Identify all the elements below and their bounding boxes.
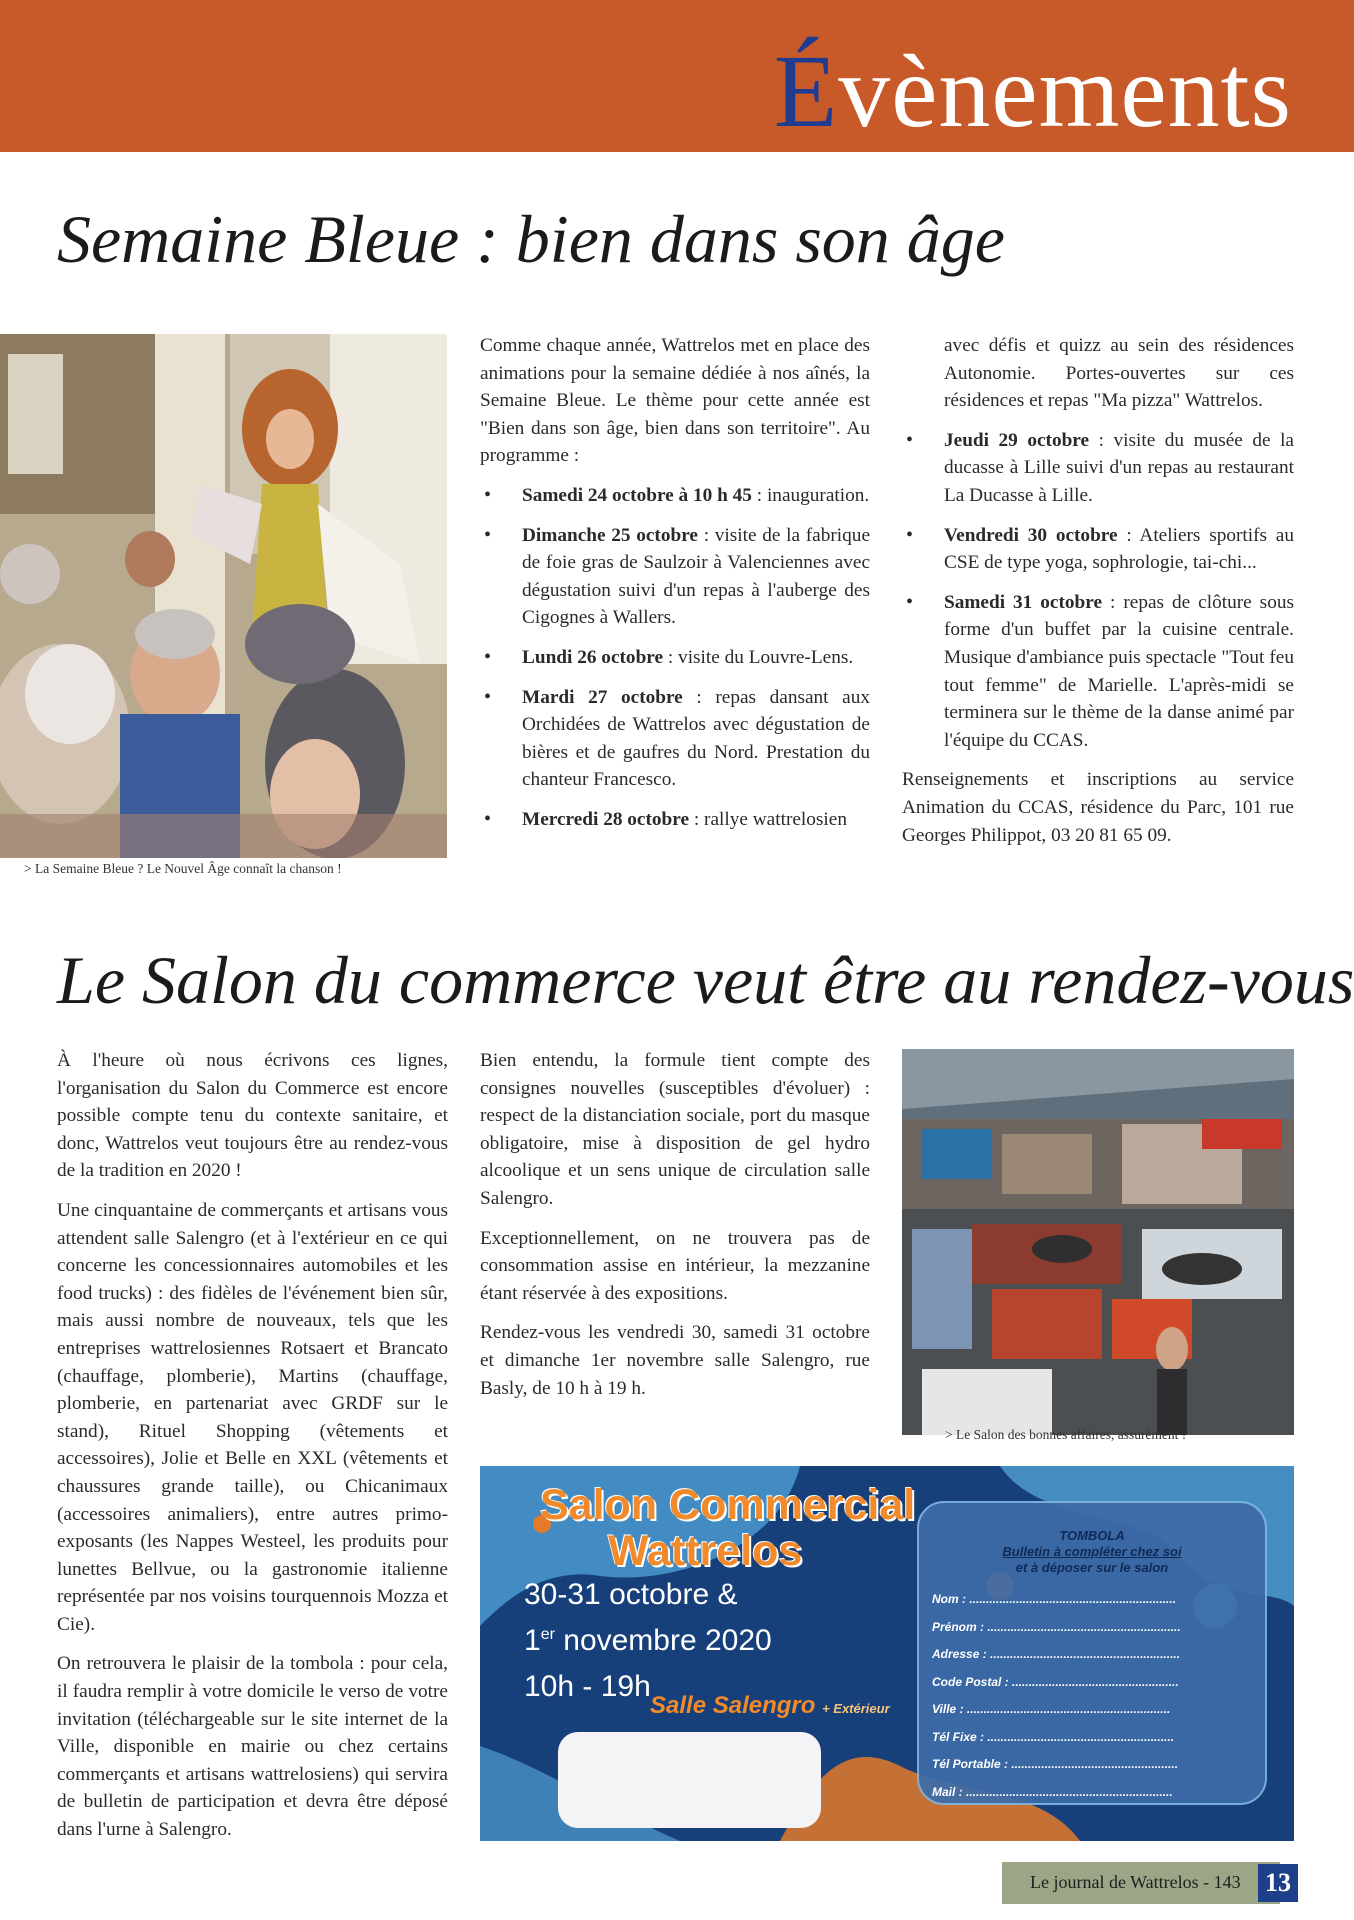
photo-illustration-exhibition-hall (902, 1049, 1294, 1435)
program-item: • Dimanche 25 octobre : visite de la fabrique de foie gras de Saulzoir à Valenciennes avec dégustation suivi d'un repas à l'auberge des Cigognes à Wallers. (484, 523, 871, 629)
program-item: • Vendredi 30 octobre : Ateliers sportifs au CSE de type yoga, sophrologie, tai-chi... (906, 523, 1295, 574)
article2-paragraph: Exceptionnellement, on ne trouvera pas de consommation assise en intérieur, la mezzanine étant réservée à des expositions. (480, 1227, 870, 1304)
section-title: Évènements (773, 34, 1292, 149)
tombola-field-tel-fixe[interactable]: Tél Fixe : ........................................................ (932, 1729, 1175, 1744)
program-item: • Mardi 27 octobre : repas dansant aux Orchidées de Wattrelos avec dégustation de bières et de gaufres du Nord. Prestation du chanteur Francesco. (484, 685, 870, 791)
article1-column-middle (480, 332, 870, 846)
tombola-form-header: TOMBOLA Bulletin à compléter chez soi et à déposer sur le salon (1002, 1528, 1182, 1575)
semaine-bleue-photo (0, 334, 447, 858)
program-continuation: avec défis et quizz au sein des résidences Autonomie. Portes-ouvertes sur ces résidences et repas "Ma pizza" Wattrelos. (944, 335, 1294, 412)
article2-paragraph: Une cinquantaine de commerçants et artisans vous attendent salle Salengro (et à l'extérieur en ce qui concerne les concessionnaires automobiles et les food trucks) : des fidèles de l'événement bien sûr, mais aussi nombre de nouveaux, tels que les entreprises wattrelosiennes Rotsaert et Brancato (chauffage, plomberie), Martins (chauffage, plomberie, en partenariat avec GRDF sur le stand), Rituel Shopping (vêtements et accessoires), Jolie et Belle en XXL (vêtements et chaussures grande taille), ou Chicanimaux (accessoires animaliers), entre autres primo-exposants (les Nappes Westeel, les produits pour lunettes Bellvue, ou la gastronomie italienne représentée par nos voisins tourquennois Mozza et Cie). (57, 1199, 448, 1635)
flyer-title-line2: Wattrelos (608, 1527, 803, 1575)
program-item: • Jeudi 29 octobre : visite du musée de la ducasse à Lille suivi d'un repas au restaurant La Ducasse à Lille. (906, 428, 1294, 506)
program-item: • Mercredi 28 octobre : rallye wattrelosien (484, 807, 847, 830)
program-list (480, 482, 870, 834)
program-list-continued (902, 427, 1294, 755)
article1-intro: Comme chaque année, Wattrelos met en place des animations pour la semaine dédiée à nos aînés, la Semaine Bleue. Le thème pour cette année est "Bien dans son âge, bien dans son territoire". Au programme : (480, 335, 870, 467)
salon-flyer (480, 1466, 1294, 1841)
flyer-venue: Salle Salengro + Extérieur (650, 1692, 890, 1719)
article1-title: Semaine Bleue : bien dans son âge (57, 201, 1005, 277)
tombola-field-tel-portable[interactable]: Tél Portable : .................................................. (932, 1757, 1179, 1771)
footer-journal-label: Le journal de Wattrelos - 143 (1030, 1872, 1241, 1892)
tombola-form (932, 1592, 1250, 1812)
semaine-bleue-photo-caption: > La Semaine Bleue ? Le Nouvel Âge connaît la chanson ! (24, 861, 342, 876)
flyer-date-line2: 1er novembre 2020 (524, 1624, 772, 1657)
info-paragraph: Renseignements et inscriptions au service Animation du CCAS, résidence du Parc, 101 rue Georges Philippot, 03 20 81 65 09. (902, 769, 1294, 846)
article2-paragraph: On retrouvera le plaisir de la tombola : pour cela, il faudra remplir à votre domicile le verso de votre invitation (téléchargeable sur le site internet de la Ville, disponible en mairie ou chez certains commerçants et artisans wattrelosiens) qui servira de bulletin de participation et devra être déposé dans l'urne à Salengro. (57, 1653, 448, 1841)
article2-column-middle (480, 1047, 870, 1414)
salon-photo-caption: > Le Salon des bonnes affaires, assurément ! (945, 1427, 1187, 1442)
program-item: • Samedi 31 octobre : repas de clôture sous forme d'un buffet par la cuisine centrale. Musique d'ambiance puis spectacle "Tout feu tout femme" de Marielle. L'après-midi se terminera sur le thème de la danse animé par l'équipe du CCAS. (906, 590, 1294, 751)
tombola-field-ville[interactable]: Ville : ............................................................. (932, 1702, 1171, 1716)
program-item: • Samedi 24 octobre à 10 h 45 : inauguration. (484, 483, 870, 506)
page-number: 13 (1258, 1864, 1298, 1902)
tombola-field-adresse[interactable]: Adresse : ......................................................... (932, 1647, 1181, 1661)
tombola-field-mail[interactable]: Mail : .............................................................. (932, 1784, 1173, 1799)
article2-paragraph: Rendez-vous les vendredi 30, samedi 31 octobre et dimanche 1er novembre salle Salengro, rue Basly, de 10 h à 19 h. (480, 1322, 870, 1399)
article2-title: Le Salon du commerce veut être au rendez-vous (57, 942, 1354, 1018)
flyer-date-line1: 30-31 octobre & (524, 1578, 738, 1611)
article1-column-right (902, 332, 1294, 861)
salon-photo (902, 1049, 1294, 1435)
tombola-field-prenom[interactable]: Prénom : .......................................................... (932, 1619, 1181, 1634)
photo-illustration-crowd (0, 334, 447, 858)
tombola-field-code-postal[interactable]: Code Postal : .................................................. (932, 1674, 1179, 1689)
flyer-hours: 10h - 19h (524, 1670, 651, 1703)
article2-column-left (57, 1047, 448, 1856)
program-item: • Lundi 26 octobre : visite du Louvre-Lens. (484, 645, 854, 668)
article2-paragraph: Bien entendu, la formule tient compte des consignes nouvelles (susceptibles d'évoluer) : respect de la distanciation sociale, port du masque obligatoire, mise à disposition de gel hydro alcoolique et un sens unique de circulation salle Salengro. (480, 1050, 870, 1209)
article2-paragraph: À l'heure où nous écrivons ces lignes, l'organisation du Salon du Commerce est encore possible compte tenu du contexte sanitaire, et donc, Wattrelos veut toujours être au rendez-vous de la tradition en 2020 ! (57, 1050, 448, 1182)
tombola-field-nom[interactable]: Nom : .............................................................. (932, 1592, 1177, 1606)
flyer-title-line1: Salon Commercial (540, 1481, 916, 1529)
